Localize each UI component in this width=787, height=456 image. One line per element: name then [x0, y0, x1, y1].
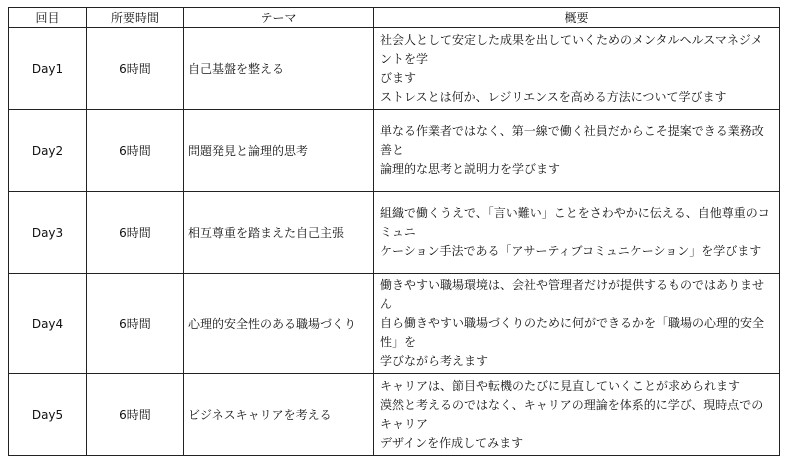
summary-line: 論理的な思考と説明力を学びます [380, 162, 561, 176]
table-row [9, 192, 780, 274]
header-row [9, 8, 780, 28]
table-row [9, 374, 780, 456]
theme-cell: ビジネスキャリアを考える [184, 374, 374, 456]
table-row [9, 28, 780, 110]
hours-cell: 6時間 [87, 28, 184, 110]
table-row [9, 274, 780, 374]
summary-line: 自ら働きやすい職場づくりのために何ができるかを「職場の心理的安全性」を [380, 316, 765, 349]
header-summary: 概要 [374, 8, 780, 28]
summary-cell [374, 374, 780, 456]
day-cell: Day5 [9, 374, 87, 456]
table-row [9, 110, 780, 192]
theme-cell: 問題発見と論理的思考 [184, 110, 374, 192]
header-theme: テーマ [184, 8, 374, 28]
training-schedule [8, 7, 780, 456]
header-round: 回目 [9, 8, 87, 28]
summary-cell [374, 274, 780, 374]
theme-cell: 心理的安全性のある職場づくり [184, 274, 374, 374]
summary-line: 学びながら考えます [380, 354, 489, 368]
summary-line: 漠然と考えるのではなく、キャリアの理論を体系的に学び、現時点でのキャリア [380, 397, 764, 431]
theme-cell: 自己基盤を整える [184, 28, 374, 110]
header-hours: 所要時間 [87, 8, 184, 28]
summary-line: びます [380, 70, 417, 85]
day-cell: Day3 [9, 192, 87, 274]
schedule-table [8, 7, 780, 456]
hours-cell: 6時間 [87, 374, 184, 456]
summary-line: 社会人として安定した成果を出していくためのメンタルヘルスマネジメントを学 [380, 32, 763, 66]
summary-line: ストレスとは何か、レジリエンスを高める方法について学びます [380, 89, 727, 104]
summary-line: ケーション手法である「アサーティブコミュニケーション」を学びます [380, 244, 762, 258]
summary-line: 働きやすい職場環境は、会社や管理者だけが提供するものではありません [380, 278, 765, 311]
day-cell: Day2 [9, 110, 87, 192]
theme-cell: 相互尊重を踏まえた自己主張 [184, 192, 374, 274]
hours-cell: 6時間 [87, 110, 184, 192]
summary-line: キャリアは、節目や転機のたびに見直していくことが求められます [380, 378, 741, 393]
summary-cell [374, 192, 780, 274]
day-cell: Day1 [9, 28, 87, 110]
summary-cell [374, 28, 780, 110]
summary-line: デザインを作成してみます [380, 435, 524, 450]
day-cell: Day4 [9, 274, 87, 374]
hours-cell: 6時間 [87, 274, 184, 374]
summary-line: 単なる作業者ではなく、第一線で働く社員だからこそ提案できる業務改善と [380, 124, 764, 157]
summary-line: 組織で働くうえで、「言い難い」ことをさわやかに伝える、自他尊重のコミュニ [380, 206, 770, 239]
summary-cell [374, 110, 780, 192]
hours-cell: 6時間 [87, 192, 184, 274]
